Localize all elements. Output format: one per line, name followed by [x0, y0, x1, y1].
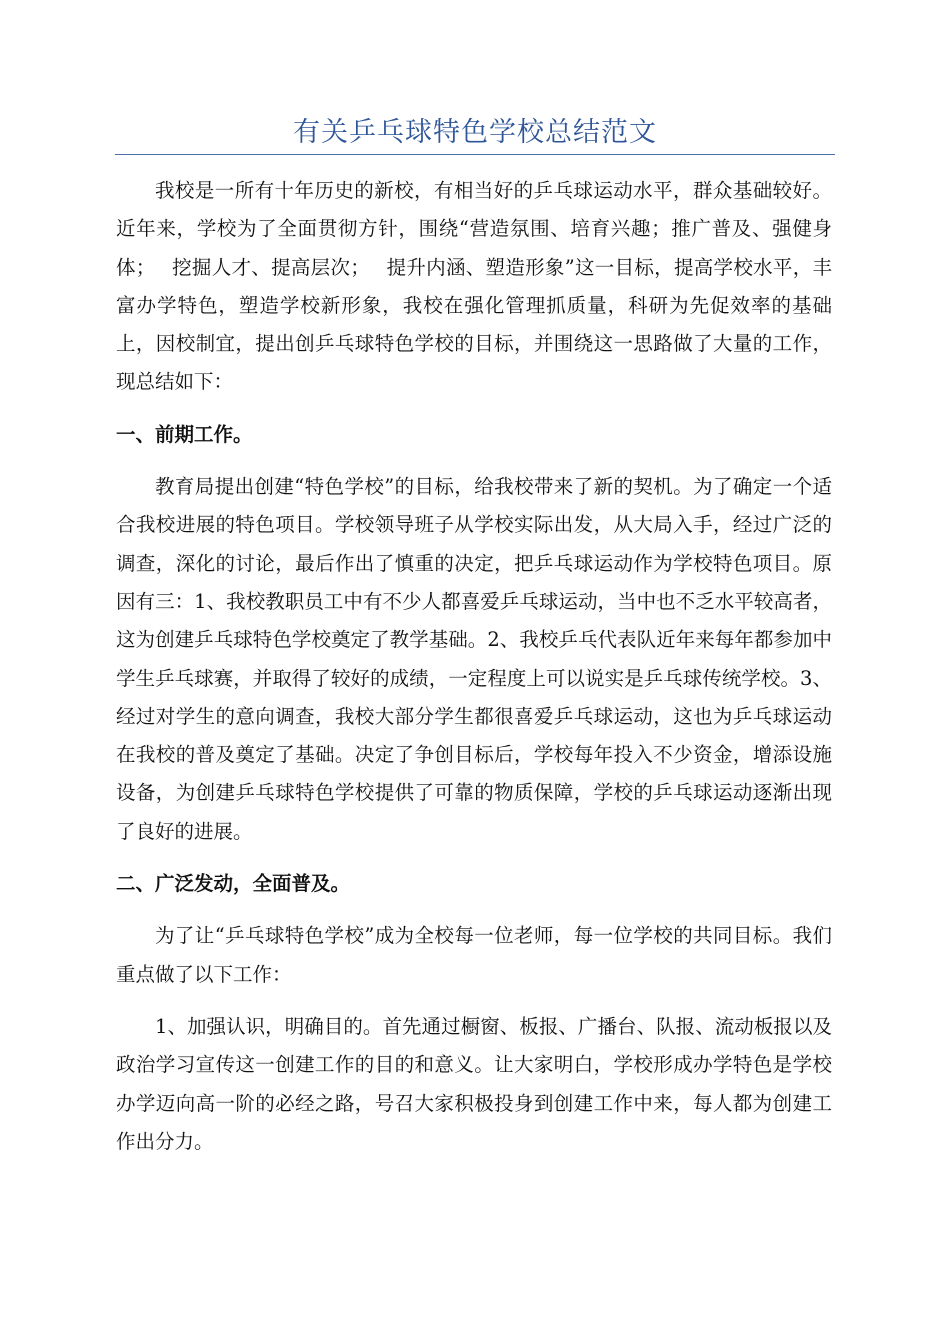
- document-title: 有关乒乓球特色学校总结范文: [293, 117, 657, 148]
- intro-paragraph: 我校是一所有十年历史的新校，有相当好的乒乓球运动水平，群众基础较好。近年来，学校为了全面贯彻方针，围绕“营造氛围、培育兴趣；推广普及、强健身体； 挖掘人才、提高层次； 提升内涵、塑造形象”这一目标，提高学校水平，丰富办学特色，塑造学校新形象，我校在强化管理抓质量，科研为先促效率的基础上，因校制宜，提出创乒乓球特色学校的目标，并围绕这一思路做了大量的工作，现总结如下：: [116, 179, 832, 394]
- document-body: [116, 172, 832, 1161]
- section-1-paragraph: 教育局提出创建“特色学校”的目标，给我校带来了新的契机。为了确定一个适合我校进展的特色项目。学校领导班子从学校实际出发，从大局入手，经过广泛的调查，深化的讨论，最后作出了慎重的决定，把乒乓球运动作为学校特色项目。原因有三：1、我校教职员工中有不少人都喜爱乒乓球运动，当中也不乏水平较高者，这为创建乒乓球特色学校奠定了教学基础。2、我校乒乓代表队近年来每年都参加中学生乒乓球赛，并取得了较好的成绩，一定程度上可以说实是乒乓球传统学校。3、经过对学生的意向调查，我校大部分学生都很喜爱乒乓球运动，这也为乒乓球运动在我校的普及奠定了基础。决定了争创目标后，学校每年投入不少资金，增添设施设备，为创建乒乓球特色学校提供了可靠的物质保障，学校的乒乓球运动逐渐出现了良好的进展。: [116, 475, 832, 843]
- title-underline: [115, 154, 835, 155]
- section-2-item-1: 1、加强认识，明确目的。首先通过橱窗、板报、广播台、队报、流动板报以及政治学习宣传这一创建工作的目的和意义。让大家明白，学校形成办学特色是学校办学迈向高一阶的必经之路，号召大家积极投身到创建工作中来，每人都为创建工作出分力。: [116, 1014, 832, 1153]
- section-2-paragraph: 为了让“乒乓球特色学校”成为全校每一位老师，每一位学校的共同目标。我们重点做了以下工作：: [116, 924, 832, 986]
- section-heading-2: 二、广泛发动，全面普及。: [116, 872, 351, 896]
- section-heading-1: 一、前期工作。: [116, 422, 253, 446]
